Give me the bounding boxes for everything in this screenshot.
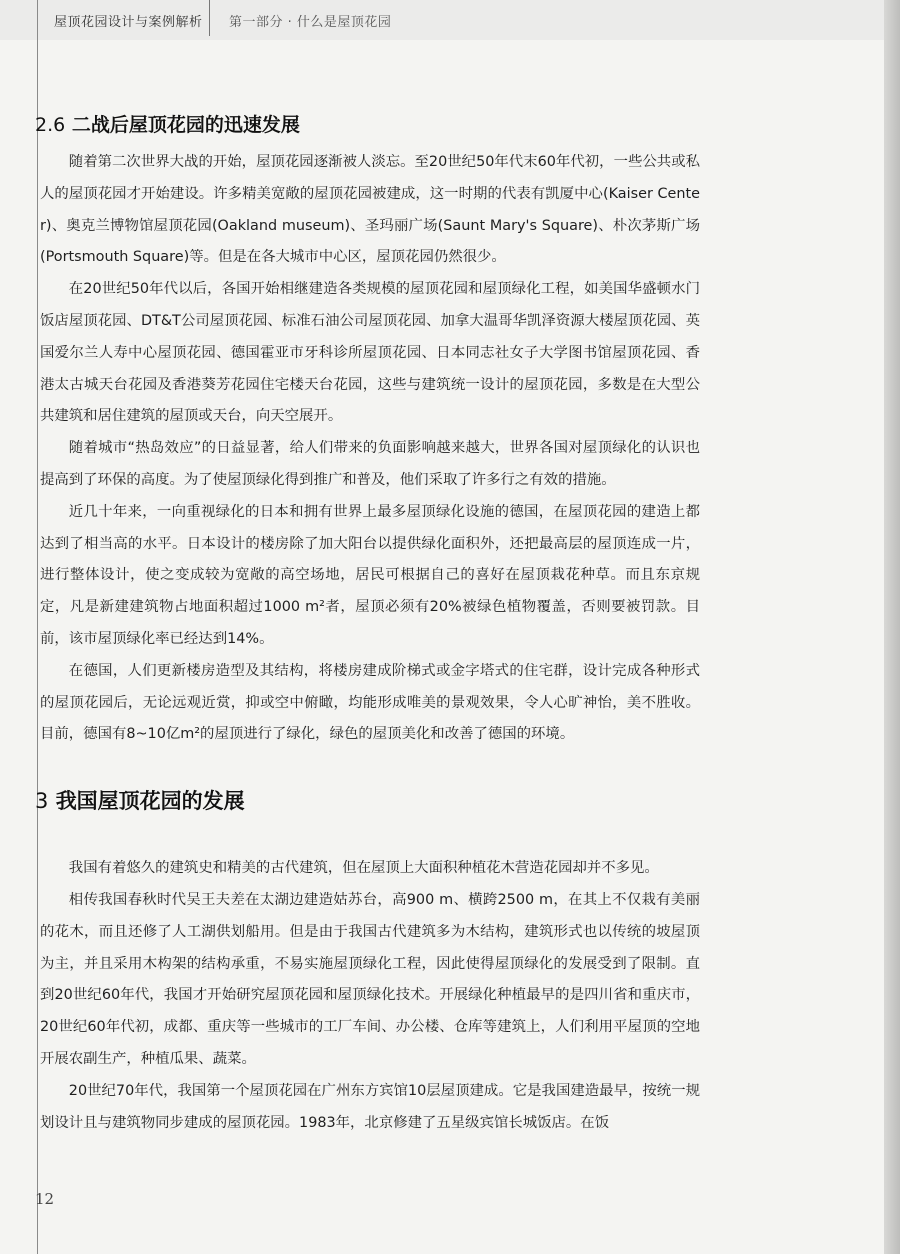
- paragraph: 相传我国春秋时代吴王夫差在太湖边建造姑苏台，高900 m、横跨2500 m，在其上不仅栽有美丽的花木，而且还修了人工湖供划船用。但是由于我国古代建筑多为木结构，建筑形式也以传统的坡屋顶为主，并且采用木构架的结构承重，不易实施屋顶绿化工程，因此使得屋顶绿化的发展受到了限制。直到20世纪60年代，我国才开始研究屋顶花园和屋顶绿化技术。开展绿化种植最早的是四川省和重庆市，20世纪60年代初，成都、重庆等一些城市的工厂车间、办公楼、仓库等建筑上，人们利用平屋顶的空地开展农副生产，种植瓜果、蔬菜。: [40, 891, 700, 1067]
- section-3-heading: [35, 785, 700, 815]
- page-edge-shadow: [884, 0, 900, 1254]
- running-header: [0, 0, 900, 40]
- paragraph: 我国有着悠久的建筑史和精美的古代建筑，但在屋顶上大面积种植花木营造花园却并不多见。: [68, 860, 659, 877]
- paragraph: 20世纪70年代，我国第一个屋顶花园在广州东方宾馆10层屋顶建成。它是我国建造最早，按统一规划设计且与建筑物同步建成的屋顶花园。1983年，北京修建了五星级宾馆长城饭店。在饭: [40, 1082, 700, 1131]
- section-title: 第一部分 · 什么是屋顶花园: [229, 15, 392, 30]
- header-divider: [209, 0, 210, 36]
- section-number: 2.6: [35, 114, 66, 136]
- page-body: [35, 110, 700, 1139]
- section-2-6-heading: [35, 110, 700, 137]
- paragraph: 在20世纪50年代以后，各国开始相继建造各类规模的屋顶花园和屋顶绿化工程，如美国华盛顿水门饭店屋顶花园、DT&T公司屋顶花园、标准石油公司屋顶花园、加拿大温哥华凯泽资源大楼屋顶花园、英国爱尔兰人寿中心屋顶花园、德国霍亚市牙科诊所屋顶花园、日本同志社女子大学图书馆屋顶花园、香港太古城天台花园及香港葵芳花园住宅楼天台花园，这些与建筑统一设计的屋顶花园，多数是在大型公共建筑和居住建筑的屋顶或天台，向天空展开。: [40, 281, 700, 425]
- paragraph: 在德国，人们更新楼房造型及其结构，将楼房建成阶梯式或金字塔式的住宅群，设计完成各种形式的屋顶花园后，无论远观近赏，抑或空中俯瞰，均能形成唯美的景观效果，令人心旷神怡，美不胜收。目前，德国有8~10亿m²的屋顶进行了绿化，绿色的屋顶美化和改善了德国的环境。: [40, 662, 700, 743]
- section-title: 我国屋顶花园的发展: [55, 789, 245, 814]
- book-title: 屋顶花园设计与案例解析: [54, 15, 203, 30]
- margin-rule: [37, 0, 38, 1254]
- section-number: 3: [35, 789, 49, 814]
- paragraph: 近几十年来，一向重视绿化的日本和拥有世界上最多屋顶绿化设施的德国，在屋顶花园的建造上都达到了相当高的水平。日本设计的楼房除了加大阳台以提供绿化面积外，还把最高层的屋顶连成一片，进行整体设计，使之变成较为宽敞的高空场地，居民可根据自己的喜好在屋顶栽花种草。而且东京规定，凡是新建建筑物占地面积超过1000 m²者，屋顶必须有20%被绿色植物覆盖，否则要被罚款。目前，该市屋顶绿化率已经达到14%。: [40, 503, 700, 647]
- paragraph: 随着城市“热岛效应”的日益显著，给人们带来的负面影响越来越大，世界各国对屋顶绿化的认识也提高到了环保的高度。为了使屋顶绿化得到推广和普及，他们采取了许多行之有效的措施。: [40, 440, 700, 488]
- page-number: 12: [35, 1190, 55, 1208]
- section-title: 二战后屋顶花园的迅速发展: [71, 114, 300, 136]
- paragraph: 随着第二次世界大战的开始，屋顶花园逐渐被人淡忘。至20世纪50年代末60年代初，一些公共或私人的屋顶花园才开始建设。许多精美宽敞的屋顶花园被建成，这一时期的代表有凯厦中心(Kaiser Center)、奥克兰博物馆屋顶花园(Oakland museum)、圣玛丽广场(Saunt Mary's Square)、朴次茅斯广场(Portsmouth Square)等。但是在各大城市中心区，屋顶花园仍然很少。: [40, 154, 700, 266]
